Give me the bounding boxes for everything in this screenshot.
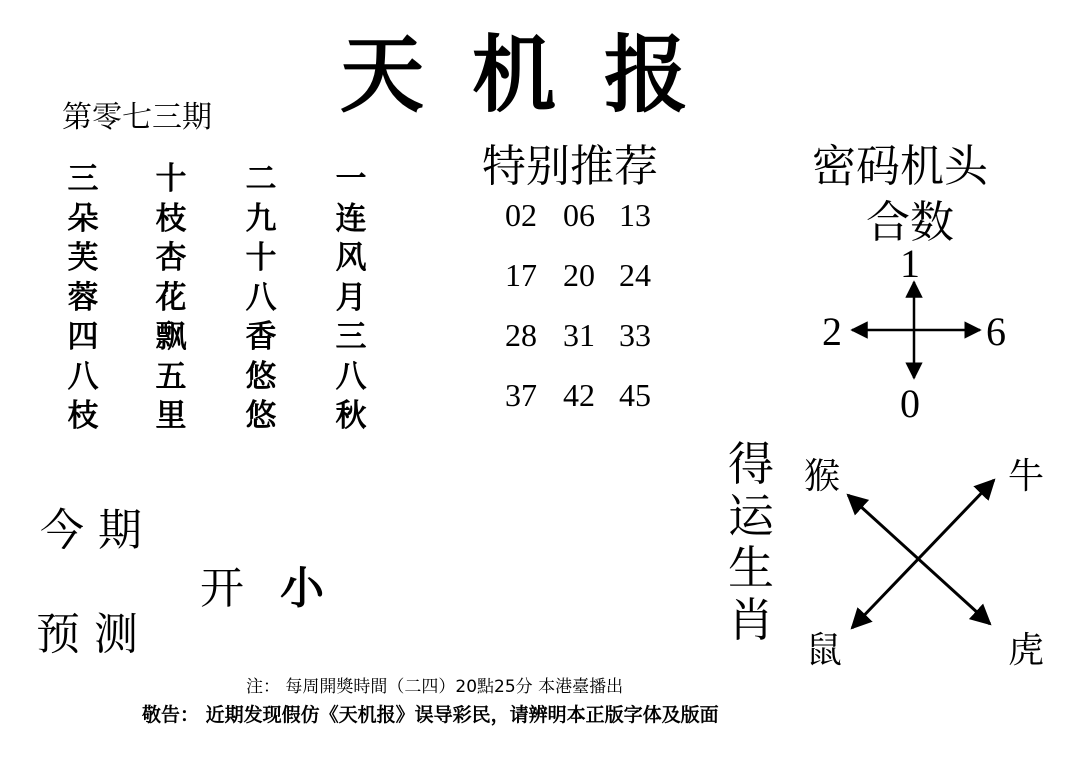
special-recommend-heading: 特别推荐 [482,141,658,192]
lucky-label-char: 生 [728,541,774,595]
special-number: 33 [619,317,651,353]
poem-char: 四 [67,319,99,355]
prediction-label-line1: 今 期 [40,505,142,556]
poem-char: 风 [335,240,367,276]
poem-char: 八 [335,358,367,395]
poem-char: 十 [155,161,187,197]
poem-char: 花 [155,279,187,316]
newspaper-title: 天机报 [340,25,737,124]
prediction-label-line2: 预 测 [36,609,138,660]
zodiac-cross-arrows [848,480,994,628]
compass-arrows [852,282,980,378]
special-number: 17 [505,257,537,293]
zodiac-top-right: 牛 [1008,456,1045,497]
special-number: 20 [563,257,595,293]
poem-char: 三 [335,319,367,355]
special-number: 45 [619,377,651,413]
poem-char: 一 [335,161,367,197]
special-number: 06 [563,197,595,233]
prediction-result: 小 [280,563,324,614]
poem-char: 三 [67,161,99,197]
special-number: 02 [505,197,537,233]
poem-char: 连 [335,200,367,237]
poem-char: 八 [67,358,99,395]
special-number: 13 [619,197,651,233]
issue-number: 第零七三期 [62,100,212,135]
poem-char: 悠 [245,398,277,434]
poem-char: 八 [245,279,277,316]
zodiac-top-left: 猴 [804,456,841,497]
poem-char: 枝 [155,200,187,237]
poem-char: 里 [155,398,187,434]
poem-char: 悠 [245,358,277,395]
poem-char: 枝 [67,398,99,434]
code-right-digit: 6 [986,309,1006,354]
code-top-digit: 1 [900,241,920,286]
poem-char: 杏 [155,240,187,276]
counterfeit-warning: 敬告： 近期发现假仿《天机报》误导彩民，请辨明本正版字体及版面 [142,704,719,726]
special-number: 37 [505,377,537,413]
special-number: 24 [619,257,651,293]
zodiac-bottom-left: 鼠 [806,630,843,671]
poem-char: 飘 [155,319,187,355]
lucky-label-char: 肖 [728,593,774,647]
poem-char: 九 [245,200,277,237]
poem-char: 秋 [335,398,367,434]
special-number: 28 [505,317,537,353]
broadcast-note: 注： 每周開獎時間（二四）20點25分 本港臺播出 [246,677,624,697]
code-heading: 密码机头 [812,141,988,192]
zodiac-bottom-right: 虎 [1008,630,1045,671]
poem-char: 朵 [67,200,99,237]
poem-char: 蓉 [67,279,99,316]
code-subheading: 合数 [866,197,954,248]
code-left-digit: 2 [822,309,842,354]
special-number: 31 [563,317,595,353]
lucky-label-char: 得 [728,437,774,491]
prediction-open-label: 开 [200,563,244,614]
poem-char: 芙 [67,240,99,276]
lucky-zodiac-label [726,438,776,646]
poem-char: 五 [155,358,187,395]
lucky-label-char: 运 [728,489,774,543]
poem-char: 月 [335,279,367,316]
poem-char: 二 [245,161,277,197]
poem-char: 十 [245,240,277,276]
poem-char: 香 [245,319,277,355]
code-bottom-digit: 0 [900,381,920,426]
special-number: 42 [563,377,595,413]
